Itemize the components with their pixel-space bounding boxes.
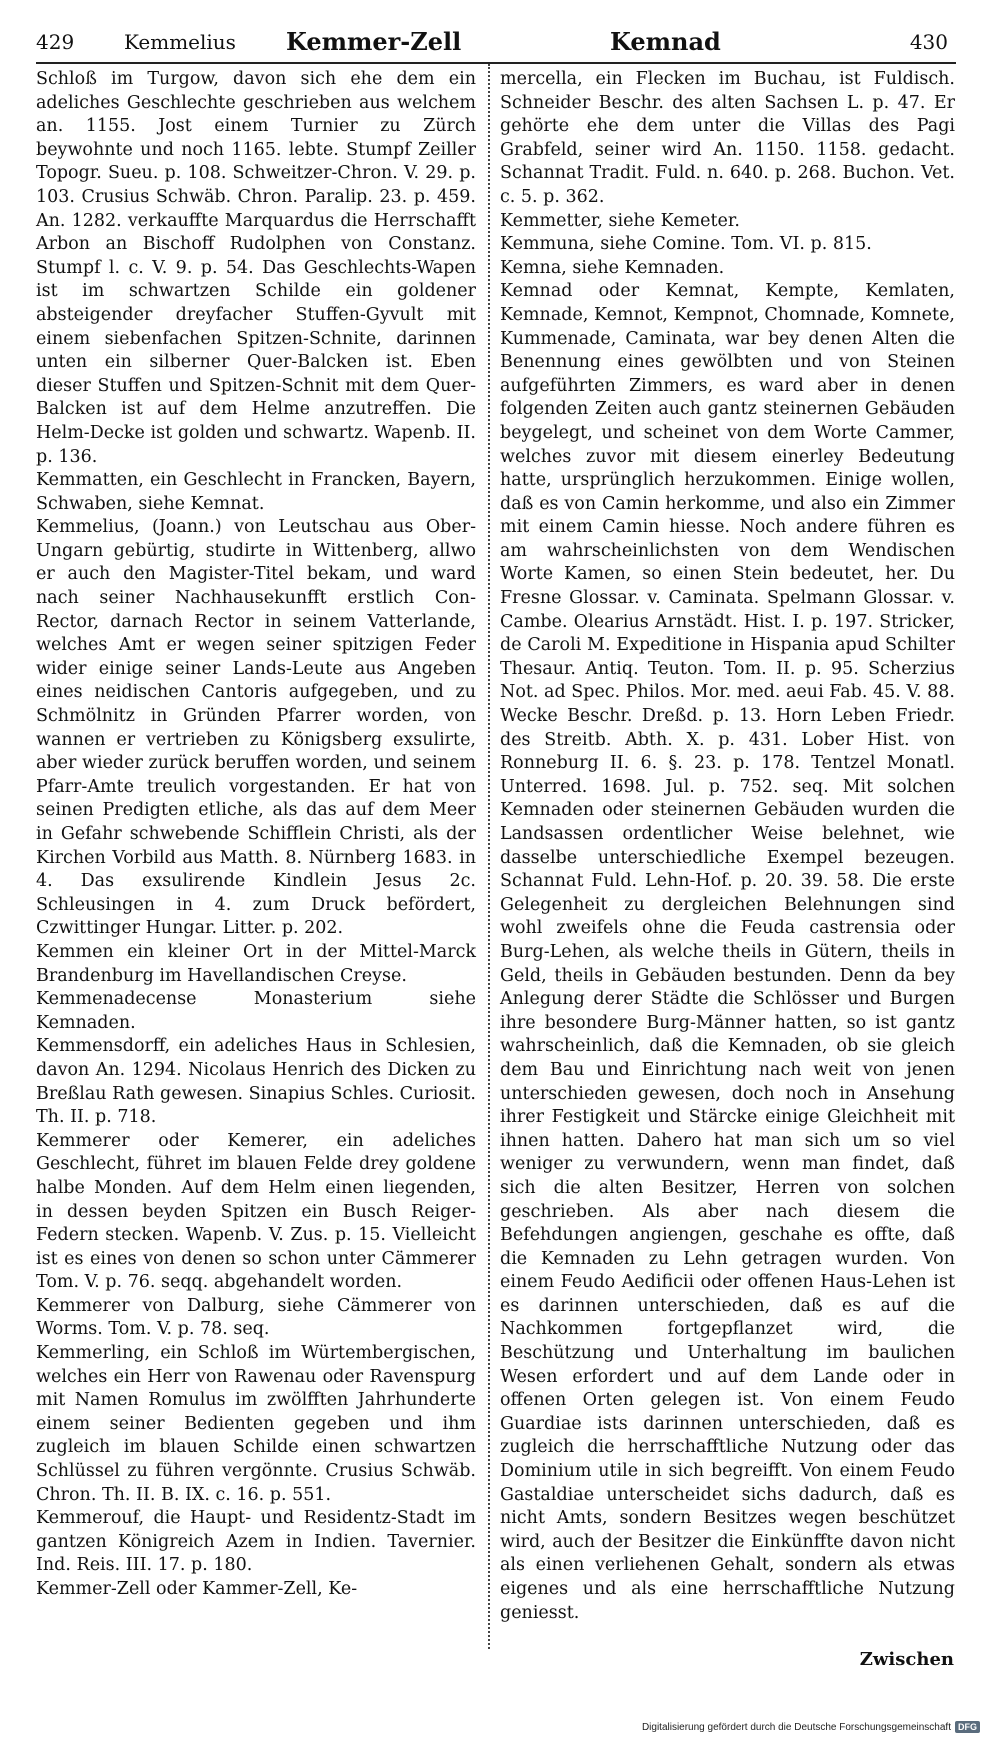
entry-paragraph: Kemmetter, siehe Kemeter. xyxy=(500,210,740,231)
entry-paragraph: Kemmerling, ein Schloß im Würtembergischen, welches ein Herr von Rawenau oder Ravenspurg mit Namen Romulus im zwölfften Jahrhunderte einem seiner Bedienten gegeben und ihm zugleich im blauen Schilde einen schwartzen Schlüssel zu führen vergönnte. Crusius Schwäb. Chron. Th. II. B. IX. c. 16. p. 551. xyxy=(36,1343,476,1505)
entry-paragraph: Kemmerer von Dalburg, siehe Cämmerer von Worms. Tom. V. p. 78. seq. xyxy=(36,1295,476,1340)
left-column xyxy=(36,68,476,1602)
left-running-head: Kemmelius xyxy=(124,30,236,54)
right-column-title: Kemnad xyxy=(610,27,721,56)
footer-text: Digitalisierung gefördert durch die Deutsche Forschungsgemeinschaft xyxy=(641,1721,951,1733)
entry-paragraph: Schloß im Turgow, davon sich ehe dem ein adeliches Geschlechte geschrieben aus welchem an. 1155. Jost einem Turnier zu Zürch beywohnte und noch 1165. lebte. Stumpf Zeiller Topogr. Sueu. p. 108. Schweitzer-Chron. V. 29. p. 103. Crusius Schwäb. Chron. Paralip. 23. p. 459. An. 1282. verkauffte Marquardus die Herrschafft Arbon an Bischoff Rudolphen von Constanz. Stumpf l. c. V. 9. p. 54. Das Geschlechts-Wapen ist im schwartzen Schilde ein goldener absteigender dreyfacher Stuffen-Gyvult mit einem siebenfachen Spitzen-Schnite, darinnen unten ein silberner Quer-Balcken ist. Eben dieser Stuffen und Spitzen-Schnit mit dem Quer-Balcken ist auf dem Helme anzutreffen. Die Helm-Decke ist golden und schwartz. Wapenb. II. p. 136. xyxy=(36,69,476,467)
entry-paragraph: Kemmerer oder Kemerer, ein adeliches Geschlecht, führet im blauen Felde drey goldene halbe Monden. Auf dem Helm einen liegenden, in dessen beyden Spitzen ein Busch Reiger-Federn stecken. Wapenb. V. Zus. p. 15. Vielleicht ist es eines von denen so schon unter Cämmerer Tom. V. p. 76. seqq. abgehandelt worden. xyxy=(36,1130,476,1293)
catchword: Zwischen xyxy=(859,1649,954,1670)
entry-paragraph: Kemmatten, ein Geschlecht in Francken, Bayern, Schwaben, siehe Kemnat. xyxy=(36,470,476,514)
entry-paragraph: Kemmelius, (Joann.) von Leutschau aus Ober-Ungarn gebürtig, studirte in Wittenberg, allwo er auch den Magister-Titel bekam, und ward nach seiner Nachhausekunfft erstlich Con-Rector, darnach Rector in seinem Vatterlande, welches Amt er wegen seiner spitzigen Feder wider einige seiner Lands-Leute aus Angeben eines neidischen Cantoris aufgegeben, und zu Schmölnitz in Gründen Pfarrer worden, von wannen er vertrieben zu Königsberg exsulirte, aber wieder zurück beruffen worden, und seinem Pfarr-Amte treulich vorgestanden. Er hat von seinen Predigten etliche, als das auf dem Meer in Gefahr schwebende Schifflein Christi, als der Kirchen Vorbild aus Matth. 8. Nürnberg 1683. in 4. Das exsulirende Kindlein Jesus 2c. Schleusingen in 4. zum Druck befördert, Czwittinger Hungar. Litter. p. 202. xyxy=(36,517,476,939)
right-page-number: 430 xyxy=(909,30,948,54)
entry-paragraph: mercella, ein Flecken im Buchau, ist Fuldisch. Schneider Beschr. des alten Sachsen L. p. 47. Er gehörte ehe dem unter die Villas des Pagi Grabfeld, seiner wird An. 1150. 1158. gedacht. Schannat Tradit. Fuld. n. 640. p. 268. Buchon. Vet. c. 5. p. 362. xyxy=(500,69,955,207)
entry-paragraph: Kemmuna, siehe Comine. Tom. VI. p. 815. xyxy=(500,234,872,255)
entry-paragraph: Kemmen ein kleiner Ort in der Mittel-Marck Brandenburg im Havellandischen Creyse. xyxy=(36,941,476,986)
dfg-logo-icon: DFG xyxy=(955,1721,980,1733)
page-header xyxy=(36,27,956,64)
entry-paragraph: Kemmerouf, die Haupt- und Residentz-Stadt im gantzen Königreich Azem in Indien. Tavernier. Ind. Reis. III. 17. p. 180. xyxy=(36,1508,476,1576)
digitization-footer xyxy=(642,1721,980,1733)
entry-paragraph: Kemnad oder Kemnat, Kempte, Kemlaten, Kemnade, Kemnot, Kempnot, Chomnade, Komnete, Kummenade, Caminata, war bey denen Alten die Benennung eines gewölbten und von Steinen aufgeführten Zimmers, es ward aber in denen folgenden Zeiten auch gantz steinernen Gebäuden beygelegt, und scheinet von dem Worte Cammer, welches zuvor mit diesem einerley Bedeutung hatte, ursprünglich herzukommen. Einige wollen, daß es von Camin herkomme, und also ein Zimmer mit einem Camin hiesse. Noch andere führen es am wahrscheinlichsten von dem Wendischen Worte Kamen, so einen Stein bedeutet, her. Du Fresne Glossar. v. Caminata. Spelmann Glossar. v. Cambe. Olearius Arnstädt. Hist. I. p. 197. Stricker, de Caroli M. Expeditione in Hispania apud Schilter Thesaur. Antiq. Teuton. Tom. II. p. 95. Scherzius Not. ad Spec. Philos. Mor. med. aeui Fab. 45. V. 88. Wecke Beschr. Dreßd. p. 13. Horn Leben Friedr. des Streitb. Abth. X. p. 431. Lober Hist. von Ronneburg II. 6. §. 23. p. 178. Tentzel Monatl. Unterred. 1698. Jul. p. 752. seq. Mit solchen Kemnaden oder steinernen Gebäuden wurden die Landsassen ordentlicher Weise belehnet, wie dasselbe unterschiedliche Exempel bezeugen. Schannat Fuld. Lehn-Hof. p. 20. 39. 58. Die erste Gelegenheit zu dergleichen Belehnungen sind wohl zweifels ohne die Feuda castrensia oder Burg-Lehen, als welche theils in Gütern, theils in Geld, theils in Gebäuden bestunden. Denn da bey Anlegung derer Städte die Schlösser und Burgen ihre besondere Burg-Männer hatten, so ist gantz wahrscheinlich, daß die Kemnaden, ob sie gleich dem Bau und Einrichtung nach weit von jenen unterschieden gewesen, doch noch in Ansehung ihrer Festigkeit und Stärcke einige Gleichheit mit ihnen hatten. Dahero hat man sich um so viel weniger zu verwundern, wenn man findet, daß sich die alten Besitzer, Herren von solchen geschrieben. Als aber nach diesem die Befehdungen angiengen, geschahe es offte, daß die Kemnaden zu Lehn getragen wurden. Von einem Feudo Aedificii oder offenen Haus-Lehen ist es darinnen unterschieden, daß es auf die Nachkommen fortgepflanzet wird, die Beschützung und Unterhaltung im baulichen Wesen erfordert und auf dem Lande oder in offenen Orten gelegen ist. Von einem Feudo Guardiae ists darinnen unterschieden, daß es zugleich die herrschafftliche Nutzung oder das Dominium utile in sich begreifft. Von einem Feudo Gastaldiae unterscheidet sichs dadurch, daß es nicht Amts, sondern Besitzes wegen beschützet wird, auch der Besitzer die Einkünffte davon nicht als einen verliehenen Gehalt, sondern als etwas eigenes und als eine herrschafftliche Nutzung geniesst. xyxy=(500,281,955,1623)
column-divider xyxy=(488,64,490,1649)
header-rule xyxy=(36,62,956,64)
left-page-number: 429 xyxy=(36,30,75,54)
right-column xyxy=(500,68,955,1625)
entry-paragraph: Kemmenadecense Monasterium siehe Kemnaden. xyxy=(36,989,476,1033)
entry-paragraph: Kemna, siehe Kemnaden. xyxy=(500,257,725,278)
left-column-title: Kemmer-Zell xyxy=(286,27,462,56)
entry-paragraph: Kemmer-Zell oder Kammer-Zell, Ke- xyxy=(36,1579,358,1599)
entry-paragraph: Kemmensdorff, ein adeliches Haus in Schlesien, davon An. 1294. Nicolaus Henrich des Dicken zu Breßlau Rath gewesen. Sinapius Schles. Curiosit. Th. II. p. 718. xyxy=(36,1036,476,1128)
